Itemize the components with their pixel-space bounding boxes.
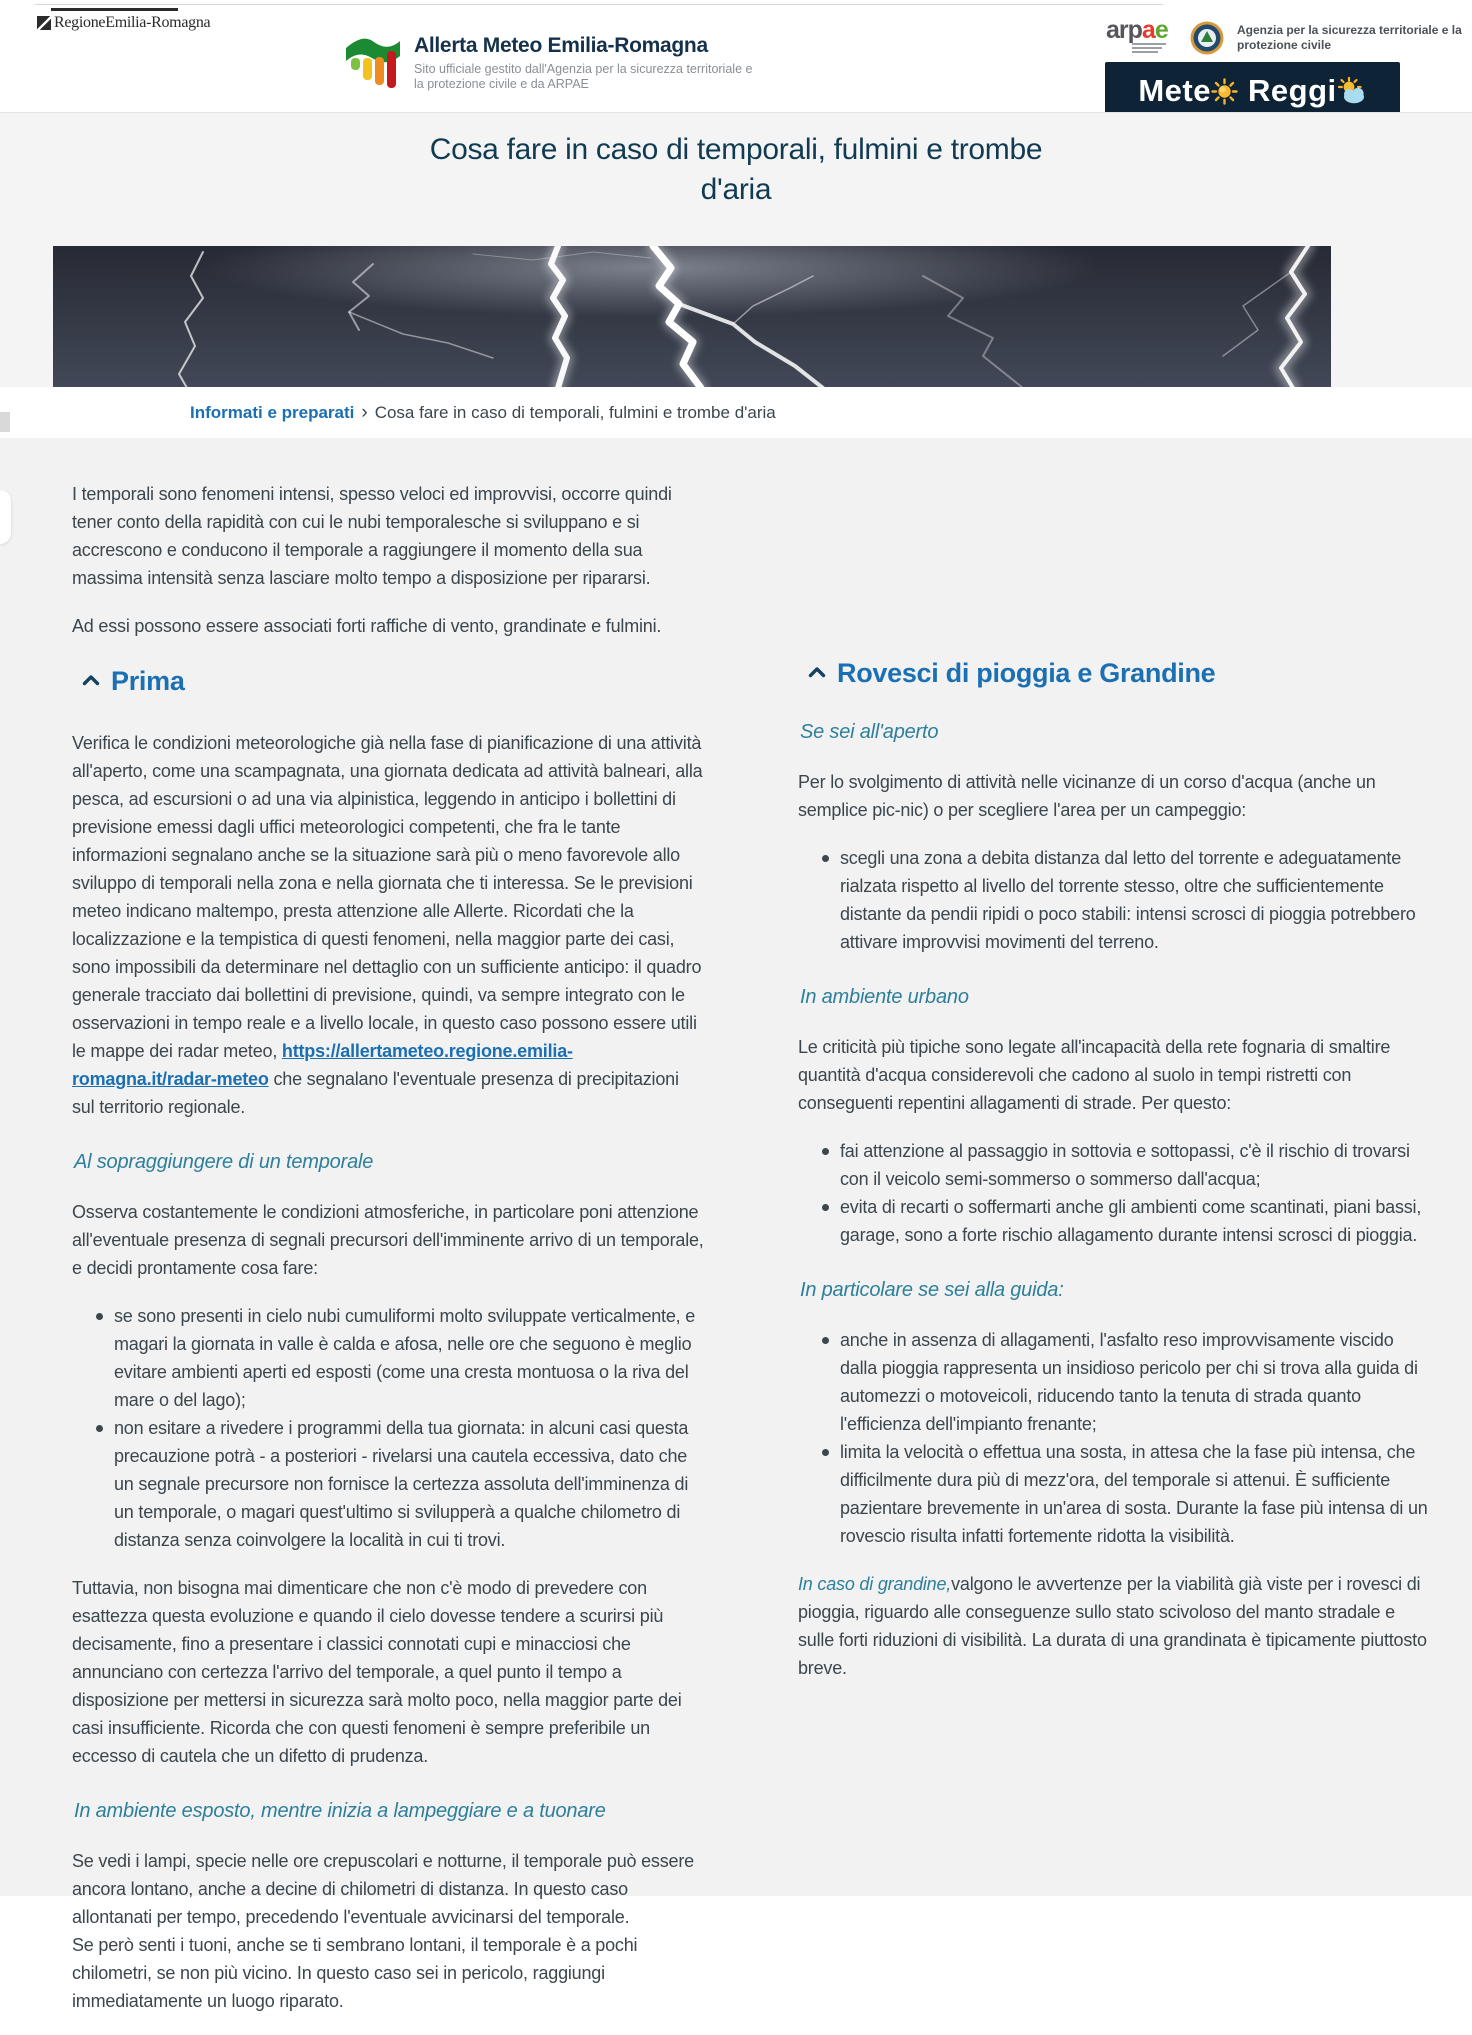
list-item: non esitare a rivedere i programmi della tua giornata: in alcuni casi questa precauzione potrà - a posteriori - rivelarsi una cautela eccessiva, dato che un segnale precursore non fornisce la certezza assoluta dell'imminenza di un temporale, o magari quest'ultimo si svilupperà a qualche chilometro di distanza senza coinvolgere la località in cui ti trovi. bbox=[96, 1414, 705, 1554]
list-item: scegli una zona a debita distanza dal letto del torrente e adeguatamente rialzata rispetto al livello del torrente stesso, oltre che sufficientemente distante da pendii ripidi o poco stabili: intensi scrosci di pioggia potrebbero attivare improvvisi movimenti del terreno. bbox=[822, 844, 1431, 956]
arpae-word-arp: arp bbox=[1106, 16, 1142, 44]
subheading-se-sei-allaperto: Se sei all'aperto bbox=[800, 721, 939, 743]
rovesci-bullet-list-1 bbox=[798, 844, 1431, 956]
subheading-al-sopraggiungere: Al sopraggiungere di un temporale bbox=[74, 1151, 374, 1173]
prima-bullet-list bbox=[72, 1302, 705, 1554]
rovesci-bullet-list-2 bbox=[798, 1137, 1431, 1249]
section-heading-prima: Prima bbox=[111, 666, 185, 696]
regione-emilia-romagna-logo[interactable] bbox=[37, 8, 210, 32]
rovesci-paragraph-2: Le criticità più tipiche sono legate all'incapacità della rete fognaria di smaltire quantità d'acqua considerevoli che cadono al suolo in tempi ristretti con conseguenti repentini allagamenti di strade. Per questo: bbox=[798, 1037, 1391, 1113]
allerta-meteo-flag-icon bbox=[344, 34, 402, 95]
banner-word-2: Reggi bbox=[1248, 72, 1337, 108]
site-title: Allerta Meteo Emilia-Romagna bbox=[414, 34, 708, 57]
arpae-word-e: e bbox=[1154, 16, 1168, 44]
page-title-line2: d'aria bbox=[700, 173, 772, 206]
regione-logo-text: RegioneEmilia-Romagna bbox=[54, 14, 211, 31]
prima-paragraph-4-part2: Se però senti i tuoni, anche se ti sembrano lontani, il temporale è a pochi chilometri, se non più vicino. In questo caso sei in pericolo, raggiungi immediatamente un luogo riparato. bbox=[72, 1935, 638, 2011]
prima-paragraph-1-text-after: che segnalano l'eventuale presenza di precipitazioni sul territorio regionale. bbox=[72, 1069, 679, 1117]
lightning-photo bbox=[53, 246, 1331, 388]
edge-widget-square bbox=[0, 412, 10, 432]
prima-paragraph-3: Tuttavia, non bisogna mai dimenticare che non c'è modo di prevedere con esattezza questa evoluzione e quando il cielo dovesse tendere a scurirsi più decisamente, fino a presentare i classici connotati cupi e minacciosi che annunciano con certezza l'arrivo del temporale, a quel punto il tempo a disposizione per mettersi in sicurezza sarà molto poco, nella maggior parte dei casi insufficiente. Ricorda che con questi fenomeni è sempre preferibile un eccesso di cautela che un difetto di prudenza. bbox=[72, 1578, 682, 1766]
subheading-in-ambiente-urbano: In ambiente urbano bbox=[800, 986, 969, 1008]
main-content bbox=[0, 438, 1472, 2011]
prima-paragraph-1-text: Verifica le condizioni meteorologiche già nella fase di pianificazione di una attività all'aperto, come una scampagnata, una giornata dedicata ad attività balneari, alla pesca, ad escursioni o ad una via alpinistica, leggendo in anticipo i bollettini di previsione emessi dagli uffici meteorologici competenti, che fra le tante informazioni segnalano anche se la situazione sarà più o meno favorevole allo sviluppo di temporali nella zona e nella giornata che ti interessa. Se le previsioni meteo indicano maltempo, presta attenzione alle Allerte. Ricordati che la localizzazione e la tempistica di questi fenomeni, nella maggior parte dei casi, sono impossibili da determinare nel dettaglio con un sufficiente anticipo: il quadro generale tracciato dai bollettini di previsione, quindi, va sempre integrato con le osservazioni in tempo reale e a livello locale, in questo caso possono essere utili le mappe dei radar meteo, bbox=[72, 733, 703, 1061]
side-panel-tab[interactable] bbox=[0, 490, 11, 544]
chevron-up-icon bbox=[808, 665, 826, 683]
list-item: se sono presenti in cielo nubi cumuliformi molto sviluppate verticalmente, e magari la giornata in valle è calda e afosa, nelle ore che seguono è meglio evitare ambienti aperti ed esposti (come una cresta montuosa o la riva del mare o del lago); bbox=[96, 1302, 705, 1414]
list-item: limita la velocità o effettua una sosta, in attesa che la fase più intensa, che difficilmente dura più di mezz'ora, del temporale si attenui. È sufficiente pazientare brevemente in un'area di sosta. Durante la fase più intensa di un rovescio risulta infatti fortemente ridotta la visibilità. bbox=[822, 1438, 1431, 1550]
section-heading-rovesci: Rovesci di pioggia e Grandine bbox=[837, 658, 1216, 688]
left-column bbox=[72, 480, 705, 2035]
rovesci-bullet-list-3 bbox=[798, 1326, 1431, 1550]
regione-square-icon bbox=[37, 16, 51, 30]
page-title bbox=[0, 130, 1472, 210]
prima-paragraph-4 bbox=[72, 1847, 705, 2015]
grandine-lead: In caso di grandine, bbox=[798, 1574, 952, 1594]
header-top-rule bbox=[35, 4, 1163, 5]
arpae-small-text-lines bbox=[1132, 43, 1168, 53]
right-column bbox=[798, 658, 1431, 2035]
protezione-civile-agency[interactable] bbox=[1189, 20, 1462, 61]
section-toggle-rovesci[interactable] bbox=[808, 658, 1431, 689]
hero-section bbox=[0, 112, 1472, 388]
prima-paragraph-4-part1: Se vedi i lampi, specie nelle ore crepuscolari e notturne, il temporale può essere ancora lontano, anche a decine di chilometri di distanza. In questo caso allontanati per tempo, precedendo l'eventuale avvicinarsi del temporale. bbox=[72, 1851, 694, 1927]
regione-logo-rule bbox=[51, 8, 178, 11]
sun-behind-cloud-icon bbox=[1337, 73, 1367, 109]
arpae-word-a: a bbox=[1141, 16, 1155, 44]
list-item: anche in assenza di allagamenti, l'asfalto reso improvvisamente viscido dalla pioggia rappresenta un insidioso pericolo per chi si trova alla guida di automezzi o motoveicoli, riducendo tanto la tenuta di strada quanto l'efficienza dell'impianto frenante; bbox=[822, 1326, 1431, 1438]
agency-name-line2: protezione civile bbox=[1237, 38, 1332, 52]
grandine-paragraph bbox=[798, 1570, 1431, 1682]
breadcrumb bbox=[190, 387, 776, 438]
site-header bbox=[0, 0, 1472, 112]
rovesci-paragraph-1: Per lo svolgimento di attività nelle vicinanze di un corso d'acqua (anche un semplice pic-nic) o per scegliere l'area per un campeggio: bbox=[798, 772, 1376, 820]
breadcrumb-bar bbox=[0, 387, 1472, 438]
grandine-text: valgono le avvertenze per la viabilità già viste per i rovesci di pioggia, riguardo alle conseguenze sullo stato scivoloso del manto stradale e sulle forti riduzioni di visibilità. La durata di una grandinata è tipicamente piuttosto breve. bbox=[798, 1574, 1427, 1678]
meteo-reggio-banner[interactable] bbox=[1105, 62, 1400, 119]
protezione-civile-logo-icon bbox=[1189, 20, 1225, 61]
intro-paragraph-1: I temporali sono fenomeni intensi, spesso veloci ed improvvisi, occorre quindi tener conto della rapidità con cui le nubi temporalesche si sviluppano e si accrescono e conducono il temporale a raggiungere il momento della sua massima intensità senza lasciare molto tempo a disposizione per ripararsi. bbox=[72, 484, 672, 588]
section-toggle-prima[interactable] bbox=[82, 666, 705, 697]
breadcrumb-current: Cosa fare in caso di temporali, fulmini e trombe d'aria bbox=[374, 402, 776, 422]
allerta-meteo-logo[interactable] bbox=[344, 34, 752, 95]
subheading-in-ambiente-esposto: In ambiente esposto, mentre inizia a lampeggiare e a tuonare bbox=[74, 1800, 606, 1822]
list-item: evita di recarti o soffermarti anche gli ambienti come scantinati, piani bassi, garage, sono a forte rischio allagamento durante intensi scrosci di pioggia. bbox=[822, 1193, 1431, 1249]
prima-paragraph-2: Osserva costantemente le condizioni atmosferiche, in particolare poni attenzione all'eventuale presenza di segnali precursori dell'imminente arrivo di un temporale, e decidi prontamente cosa fare: bbox=[72, 1202, 704, 1278]
banner-word-1: Mete bbox=[1138, 72, 1211, 108]
page-title-line1: Cosa fare in caso di temporali, fulmini e trombe bbox=[429, 133, 1043, 166]
subheading-se-sei-alla-guida: In particolare se sei alla guida: bbox=[800, 1279, 1064, 1301]
intro-paragraph-2: Ad essi possono essere associati forti raffiche di vento, grandinate e fulmini. bbox=[72, 616, 662, 636]
breadcrumb-parent-link[interactable]: Informati e preparati bbox=[190, 402, 355, 422]
sun-icon bbox=[1211, 73, 1238, 109]
radar-meteo-link[interactable]: https://allertameteo.regione.emilia-romagna.it/radar-meteo bbox=[72, 1041, 573, 1089]
list-item: fai attenzione al passaggio in sottovia e sottopassi, c'è il rischio di trovarsi con il veicolo semi-sommerso o sommerso dall'acqua; bbox=[822, 1137, 1431, 1193]
chevron-up-icon bbox=[82, 673, 100, 691]
arpae-logo[interactable] bbox=[1106, 18, 1168, 55]
agency-name-line1: Agenzia per la sicurezza territoriale e la bbox=[1237, 23, 1462, 37]
site-subtitle-line2: la protezione civile e da ARPAE bbox=[414, 77, 589, 91]
site-subtitle-line1: Sito ufficiale gestito dall'Agenzia per la sicurezza territoriale e bbox=[414, 62, 753, 76]
prima-paragraph-1 bbox=[72, 729, 705, 1121]
breadcrumb-separator: › bbox=[361, 401, 368, 423]
